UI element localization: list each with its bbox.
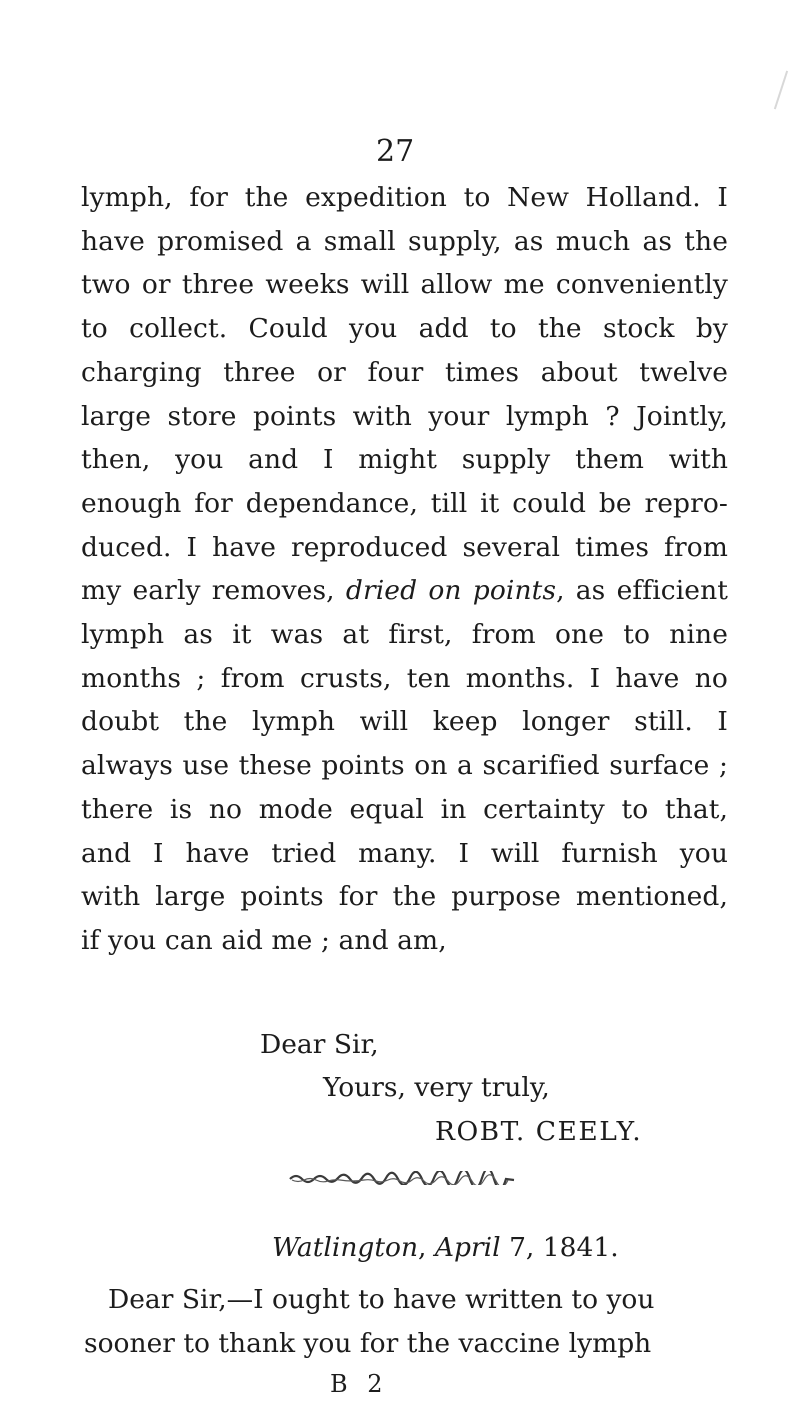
closing-valediction: Yours, very truly, bbox=[323, 1072, 550, 1103]
letter-signature: ROBT. CEELY. bbox=[435, 1116, 643, 1147]
dateline-separator: , bbox=[418, 1232, 435, 1263]
section-divider-ornament bbox=[288, 1171, 516, 1185]
text-line: if you can aid me ; and am, bbox=[81, 924, 447, 956]
text-line: charging three or four times about twelve bbox=[81, 356, 728, 388]
text-line: doubt the lymph will keep longer still. I bbox=[81, 706, 728, 738]
text-line: Dear Sir,—I ought to have written to you bbox=[108, 1284, 655, 1315]
text-line: always use these points on a scarified surface ; bbox=[81, 750, 728, 782]
new-letter-opening bbox=[84, 1278, 694, 1365]
place-name: Watlington bbox=[272, 1232, 419, 1263]
text-line: and I have tried many. I will furnish you bbox=[81, 837, 728, 869]
text-fragment: efficient bbox=[616, 575, 728, 607]
page-edge-mark bbox=[774, 71, 788, 110]
page-number: 27 bbox=[376, 134, 415, 169]
dateline-rest: 7, 1841. bbox=[500, 1232, 619, 1263]
italic-phrase: dried on points bbox=[345, 575, 557, 607]
text-line: lymph as it was at first, from one to nine bbox=[81, 619, 728, 651]
month-name: April bbox=[434, 1232, 501, 1263]
letter-dateline bbox=[272, 1232, 619, 1264]
letter-paragraph bbox=[81, 176, 728, 963]
text-fragment: my early removes, bbox=[81, 575, 346, 607]
text-line: large store points with your lymph ? Jointly, bbox=[81, 400, 728, 432]
text-line: with large points for the purpose mentioned, bbox=[81, 881, 728, 913]
text-line: sooner to thank you for the vaccine lymph bbox=[84, 1327, 652, 1359]
printer-signature-mark: B 2 bbox=[330, 1370, 389, 1398]
text-line-with-italic bbox=[81, 569, 728, 613]
text-line: then, you and I might supply them with bbox=[81, 444, 728, 476]
text-line: there is no mode equal in certainty to that, bbox=[81, 793, 728, 825]
text-fragment: , as bbox=[556, 575, 606, 607]
text-line: months ; from crusts, ten months. I have no bbox=[81, 662, 728, 694]
text-line: lymph, for the expedition to New Holland. I bbox=[81, 182, 728, 213]
text-line: to collect. Could you add to the stock by bbox=[81, 313, 728, 345]
text-line: enough for dependance, till it could be repro- bbox=[81, 487, 728, 519]
closing-salutation: Dear Sir, bbox=[260, 1029, 379, 1060]
text-line: duced. I have reproduced several times from bbox=[81, 531, 728, 563]
text-line: two or three weeks will allow me conveniently bbox=[81, 269, 728, 301]
text-line: have promised a small supply, as much as the bbox=[81, 225, 728, 257]
